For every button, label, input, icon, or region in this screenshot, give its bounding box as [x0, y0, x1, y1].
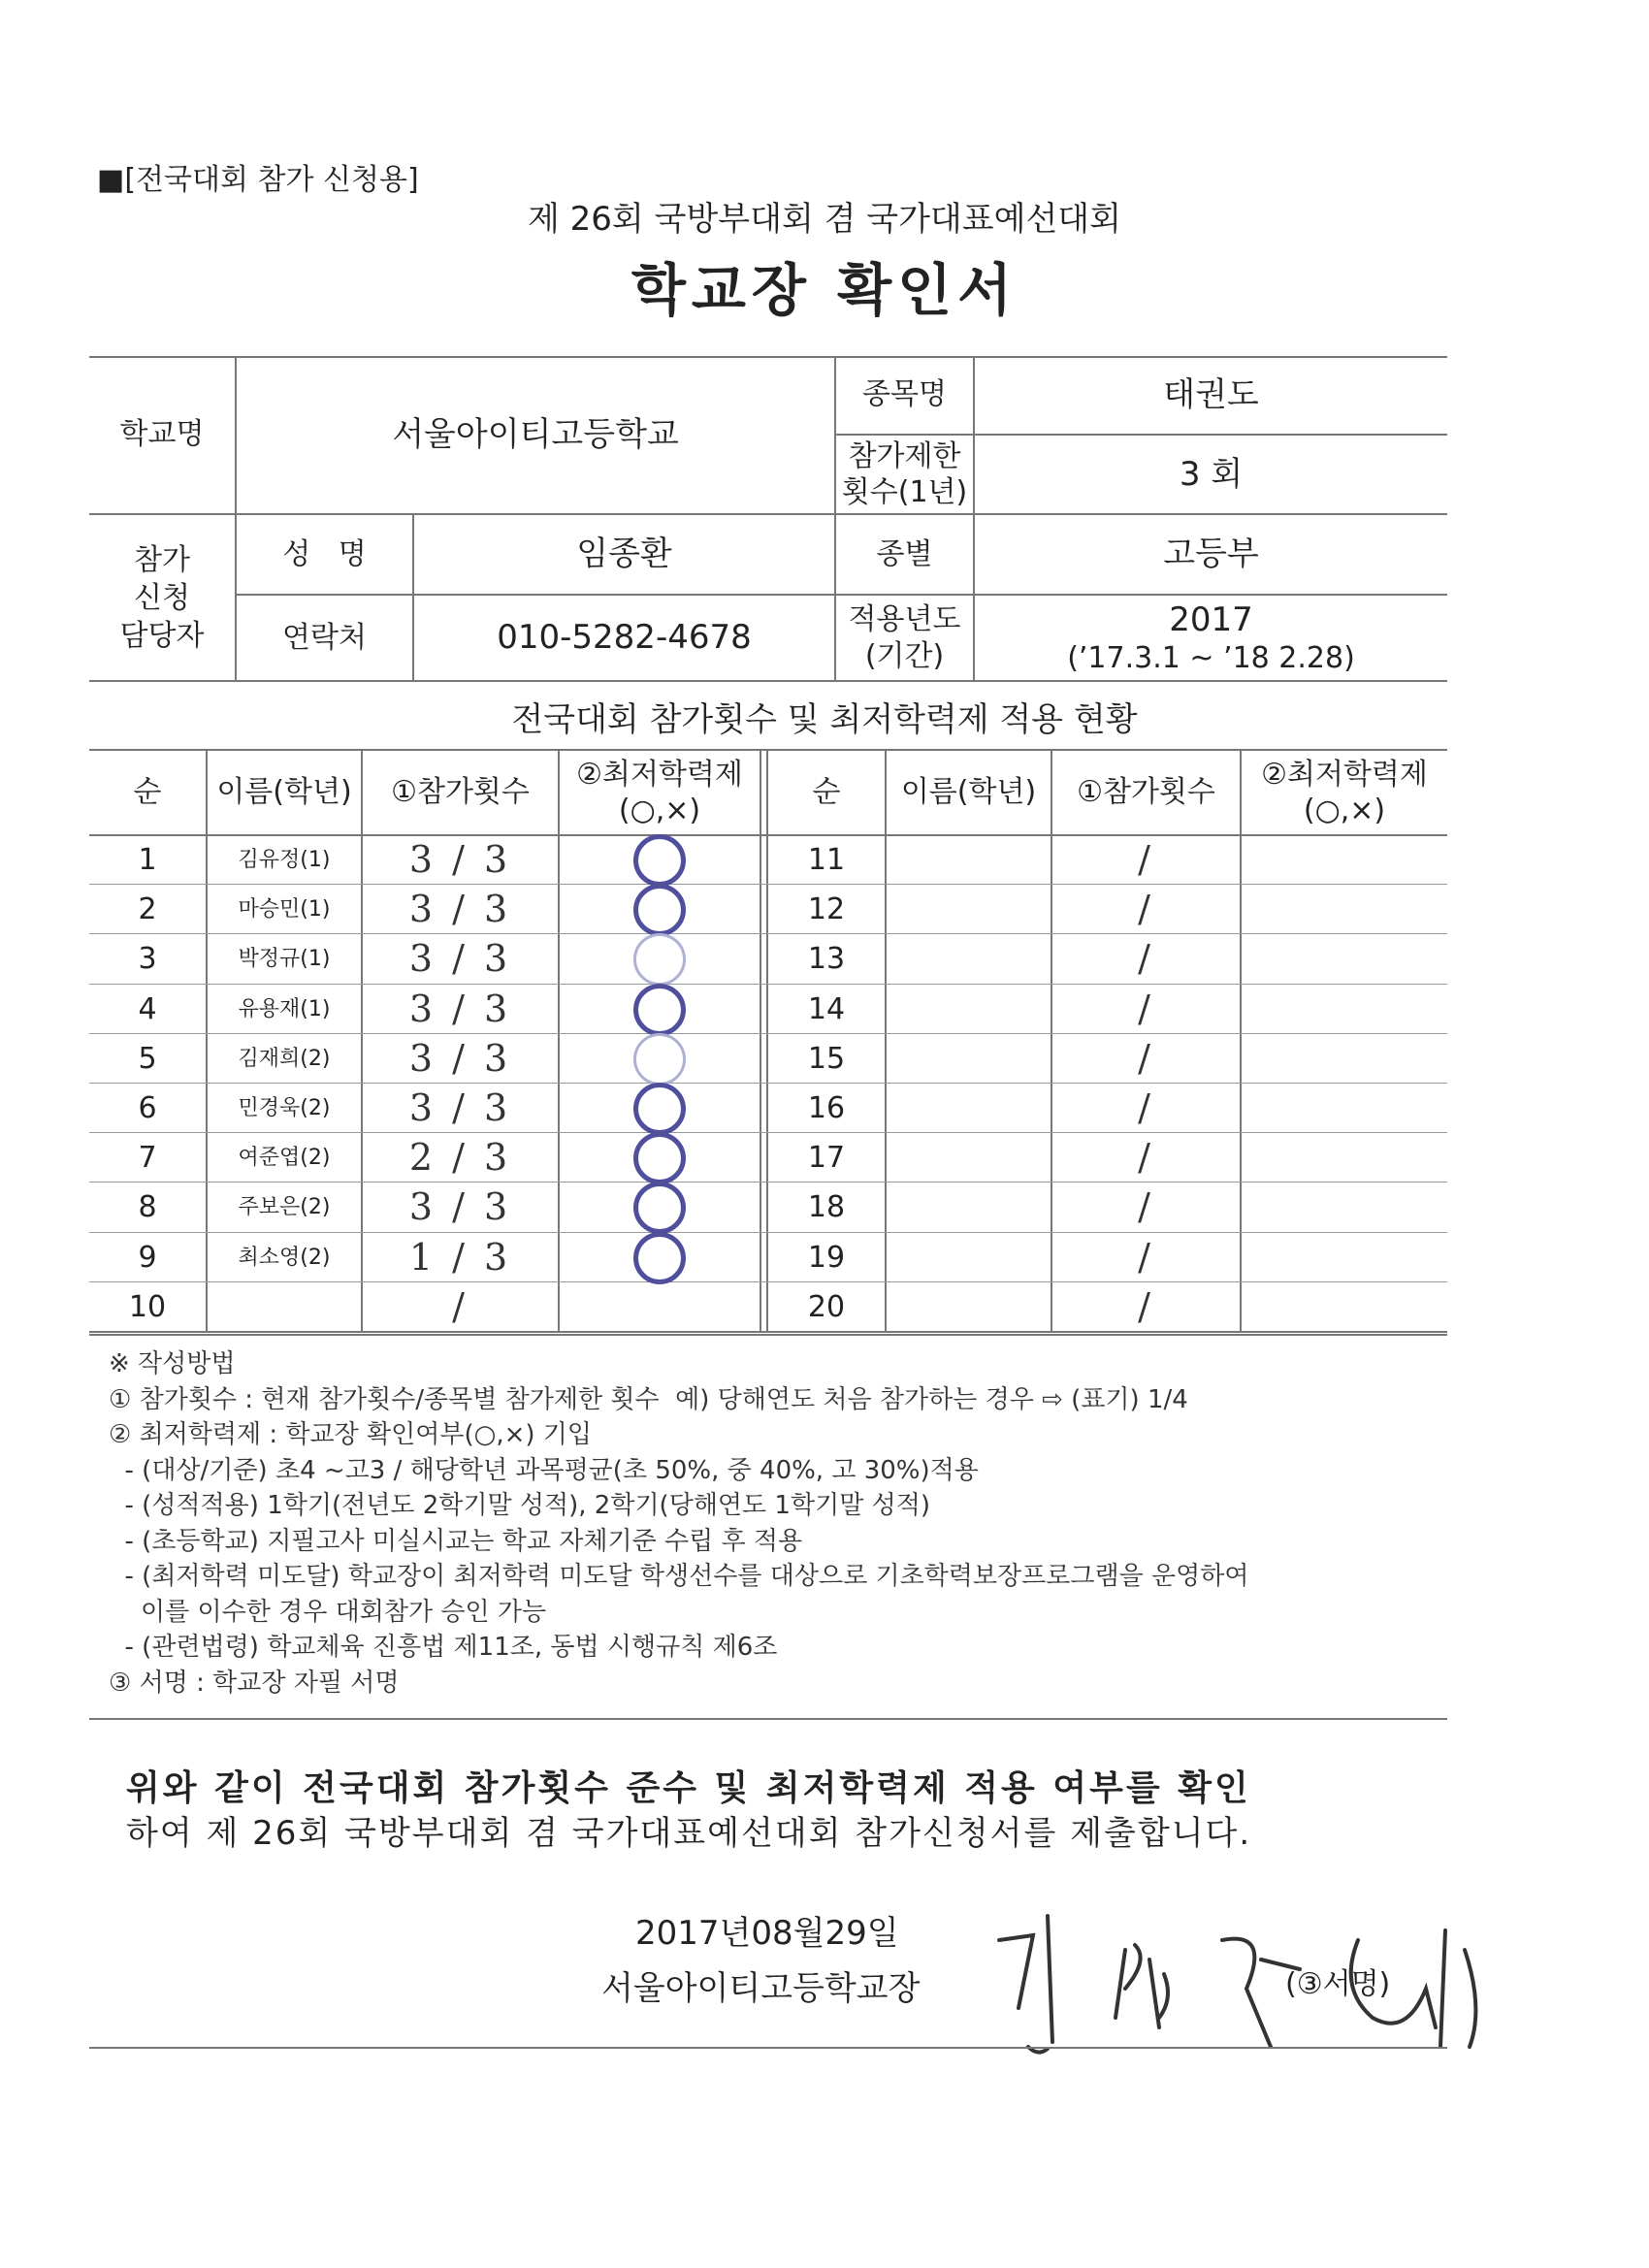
- participation-count: /: [1138, 936, 1154, 980]
- division-label: 종별: [876, 536, 933, 571]
- o-mark: [633, 1083, 686, 1135]
- row-number: 18: [807, 1189, 846, 1224]
- participation-count: 3 / 3: [408, 1085, 512, 1129]
- statement-line1: 위와 같이 전국대회 참가횟수 준수 및 최저학력제 적용 여부를 확인: [126, 1768, 1251, 1808]
- min-standard-cell: [560, 886, 760, 933]
- year-period: (’17.3.1 ~ ’18 2.28): [1067, 641, 1355, 675]
- year-label-line1: 적용년도: [848, 602, 961, 636]
- form-tag: ■[전국대회 참가 신청용]: [97, 163, 419, 197]
- participation-count: /: [1138, 1085, 1154, 1129]
- note-line: - (초등학교) 지필고사 미실시교는 학교 자체기준 수립 후 적용: [109, 1526, 803, 1556]
- o-mark: [633, 884, 686, 936]
- o-mark: [633, 1132, 686, 1184]
- status-heading: 전국대회 참가횟수 및 최저학력제 적용 현황: [511, 700, 1138, 739]
- row-number: 9: [138, 1240, 157, 1275]
- participation-count: 2 / 3: [408, 1135, 512, 1179]
- note-line: - (성적적용) 1학기(전년도 2학기말 성적), 2학기(당해연도 1학기말 성적): [109, 1491, 930, 1520]
- min-standard-cell: [560, 1183, 760, 1231]
- note-line: - (관련법령) 학교체육 진흥법 제11조, 동법 시행규칙 제6조: [109, 1633, 778, 1662]
- limit-label-line2: 횟수(1년): [841, 475, 968, 509]
- col-count-right: ①참가횟수: [1077, 775, 1215, 810]
- student-name: 주보은(2): [238, 1194, 331, 1219]
- limit-value: 3 회: [1179, 454, 1244, 494]
- row-number: 19: [807, 1240, 846, 1275]
- student-name: 박정규(1): [238, 946, 331, 971]
- student-name: 마승민(1): [238, 896, 331, 922]
- row-number: 4: [138, 991, 157, 1026]
- o-mark: [633, 984, 686, 1036]
- school-label: 학교명: [119, 417, 205, 452]
- row-number: 14: [807, 991, 846, 1026]
- division-value: 고등부: [1163, 535, 1259, 574]
- col-min-right-line1: ②최저학력제: [1261, 757, 1428, 792]
- min-standard-cell: [560, 1085, 760, 1132]
- person-label-line2: 신청: [134, 580, 190, 615]
- o-mark: [633, 1232, 686, 1284]
- col-name-left: 이름(학년): [216, 775, 352, 810]
- col-min-left-line2: (○,×): [618, 794, 701, 827]
- statement-line2: 하여 제 26회 국방부대회 겸 국가대표예선대회 참가신청서를 제출합니다.: [126, 1814, 1252, 1853]
- student-name: 민경욱(2): [238, 1095, 331, 1120]
- contact-value: 010-5282-4678: [497, 618, 752, 658]
- min-standard-cell: [560, 1283, 760, 1331]
- signed-date: 2017년08월29일: [635, 1914, 899, 1953]
- note-line: ② 최저학력제 : 학교장 확인여부(○,×) 기입: [109, 1420, 593, 1449]
- form-subtitle: 제 26회 국방부대회 겸 국가대표예선대회: [528, 200, 1121, 239]
- min-standard-cell: [560, 1134, 760, 1182]
- row-number: 3: [138, 941, 157, 976]
- min-standard-cell: [560, 935, 760, 983]
- col-no-left: 순: [133, 775, 162, 810]
- row-number: 5: [138, 1041, 157, 1076]
- note-line: - (최저학력 미도달) 학교장이 최저학력 미도달 학생선수를 대상으로 기초학력보장프로그램을 운영하여: [109, 1562, 1249, 1591]
- participation-count: /: [1138, 1284, 1154, 1328]
- student-name: 김재희(2): [238, 1046, 331, 1071]
- limit-label: [836, 436, 973, 513]
- row-number: 17: [807, 1140, 846, 1175]
- participation-count: 3 / 3: [408, 837, 512, 881]
- col-no-right: 순: [812, 775, 841, 810]
- row-number: 2: [138, 891, 157, 926]
- year-label: [836, 596, 973, 680]
- participation-count: 3 / 3: [408, 987, 512, 1030]
- limit-label-line1: 참가제한: [848, 438, 961, 473]
- year-value-cell: [975, 596, 1447, 680]
- participation-count: 3 / 3: [408, 936, 512, 980]
- participation-count: /: [1138, 987, 1154, 1030]
- row-number: 6: [138, 1090, 157, 1125]
- min-standard-cell: [560, 986, 760, 1033]
- principal-signature: [980, 1901, 1523, 2066]
- participation-count: /: [1138, 887, 1154, 930]
- student-name: [208, 1283, 361, 1331]
- row-number: 11: [807, 842, 846, 877]
- student-name: 김유정(1): [238, 847, 331, 872]
- person-label-line1: 참가: [134, 542, 190, 577]
- year-label-line2: (기간): [864, 638, 945, 673]
- school-value: 서울아이티고등학교: [392, 414, 679, 454]
- participation-count: /: [1138, 1135, 1154, 1179]
- contact-label: 연락처: [282, 620, 367, 655]
- note-line: - (대상/기준) 초4 ~고3 / 해당학년 과목평균(초 50%, 중 40%, 고 30%)적용: [109, 1455, 979, 1485]
- participation-count: /: [1138, 1184, 1154, 1228]
- participation-count: /: [1138, 1036, 1154, 1080]
- row-number: 20: [807, 1289, 846, 1324]
- row-number: 16: [807, 1090, 846, 1125]
- row-number: 12: [807, 891, 846, 926]
- row-number: 7: [138, 1140, 157, 1175]
- participation-count: 3 / 3: [408, 887, 512, 930]
- o-mark: [633, 1182, 686, 1234]
- sign-label: (③서명): [1285, 1967, 1391, 2001]
- o-mark: [633, 834, 686, 887]
- row-number: 13: [807, 941, 846, 976]
- row-number: 15: [807, 1041, 846, 1076]
- row-number: 10: [128, 1289, 167, 1324]
- note-line: ① 참가횟수 : 현재 참가횟수/종목별 참가제한 횟수 예) 당해연도 처음 참가하는 경우 ⇨ (표기) 1/4: [109, 1384, 1188, 1414]
- student-name: 여준엽(2): [238, 1145, 331, 1170]
- row-number: 1: [138, 842, 157, 877]
- col-min-left-line1: ②최저학력제: [576, 757, 743, 792]
- min-standard-cell: [560, 1035, 760, 1083]
- row-number: 8: [138, 1189, 157, 1224]
- participation-count: 1 / 3: [408, 1235, 512, 1279]
- student-name: 유용재(1): [238, 996, 331, 1021]
- participation-count: /: [1138, 1235, 1154, 1279]
- o-mark: [633, 933, 686, 986]
- name-label: 성 명: [282, 536, 367, 571]
- col-count-left: ①참가횟수: [391, 775, 530, 810]
- participation-count: /: [1138, 837, 1154, 881]
- student-name: 최소영(2): [238, 1245, 331, 1270]
- min-standard-cell: [560, 1234, 760, 1281]
- event-value: 태권도: [1163, 374, 1259, 414]
- page-title: 학교장 확인서: [630, 257, 1018, 323]
- note-line: 이를 이수한 경우 대회참가 승인 가능: [109, 1597, 547, 1627]
- participation-count: 3 / 3: [408, 1036, 512, 1080]
- col-min-right: [1242, 751, 1447, 834]
- note-line: ※ 작성방법: [109, 1349, 236, 1378]
- participation-count: /: [452, 1284, 469, 1328]
- note-line: ③ 서명 : 학교장 자필 서명: [109, 1668, 400, 1698]
- person-label-line3: 담당자: [119, 618, 205, 653]
- name-value: 임종환: [576, 535, 672, 574]
- col-name-right: 이름(학년): [900, 775, 1037, 810]
- event-label: 종목명: [862, 377, 947, 412]
- person-label: [89, 515, 235, 680]
- participation-count: 3 / 3: [408, 1184, 512, 1228]
- o-mark: [633, 1033, 686, 1085]
- year-value: 2017: [1169, 599, 1253, 639]
- principal-name: 서울아이티고등학교장: [601, 1969, 921, 2008]
- min-standard-cell: [560, 836, 760, 884]
- col-min-left: [560, 751, 760, 834]
- col-min-right-line2: (○,×): [1303, 794, 1386, 827]
